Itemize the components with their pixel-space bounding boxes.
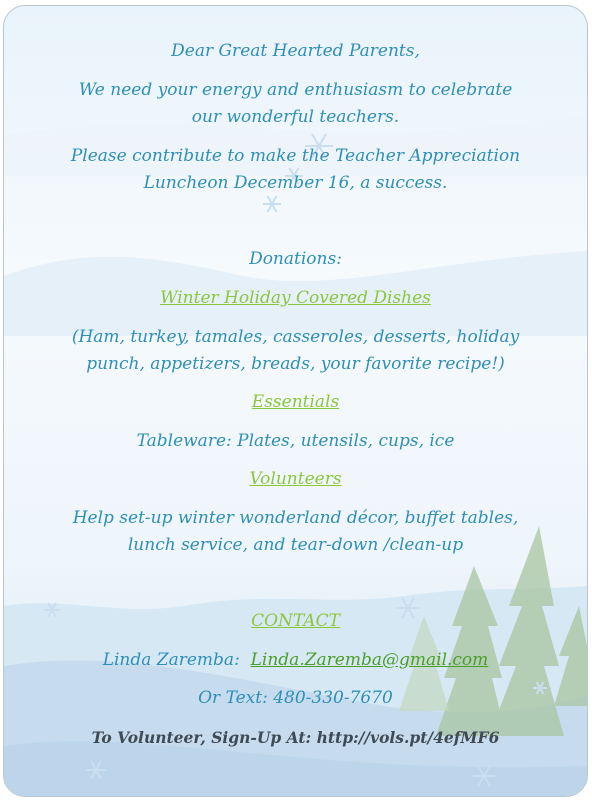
contact-heading-row [4, 611, 587, 631]
intro-line-1: We need your energy and enthusiasm to celebrate [78, 80, 513, 100]
essentials-heading-row [4, 392, 587, 412]
dishes-details-line-2: punch, appetizers, breads, your favorite recipe!) [86, 354, 505, 374]
contact-heading: CONTACT [251, 611, 340, 631]
request-line-1: Please contribute to make the Teacher Appreciation [70, 146, 521, 166]
flyer-card [3, 5, 588, 797]
volunteers-heading: Volunteers [249, 469, 342, 489]
request-line-2: Luncheon December 16, a success. [143, 173, 448, 193]
contact-email-link[interactable]: Linda.Zaremba@gmail.com [250, 650, 489, 670]
volunteers-details-line-2: lunch service, and tear-down /clean-up [127, 535, 464, 555]
contact-name: Linda Zaremba: [102, 650, 240, 670]
dishes-heading: Winter Holiday Covered Dishes [160, 288, 431, 308]
dishes-details-line-1: (Ham, turkey, tamales, casseroles, desserts, holiday [71, 327, 520, 347]
flyer-content [4, 6, 587, 796]
essentials-details: Tableware: Plates, utensils, cups, ice [136, 431, 455, 451]
volunteers-details-line-1: Help set-up winter wonderland décor, buffet tables, [72, 508, 519, 528]
intro-line-2: our wonderful teachers. [191, 107, 400, 127]
volunteers-heading-row [4, 469, 587, 489]
greeting: Dear Great Hearted Parents, [171, 41, 420, 61]
contact-text: Or Text: 480-330-7670 [198, 688, 393, 708]
signup-link[interactable]: To Volunteer, Sign-Up At: http://vols.pt/4efMF6 [91, 728, 500, 747]
dishes-heading-row [4, 288, 587, 308]
contact-row [4, 650, 587, 670]
essentials-heading: Essentials [251, 392, 340, 412]
donations-label: Donations: [249, 249, 342, 269]
